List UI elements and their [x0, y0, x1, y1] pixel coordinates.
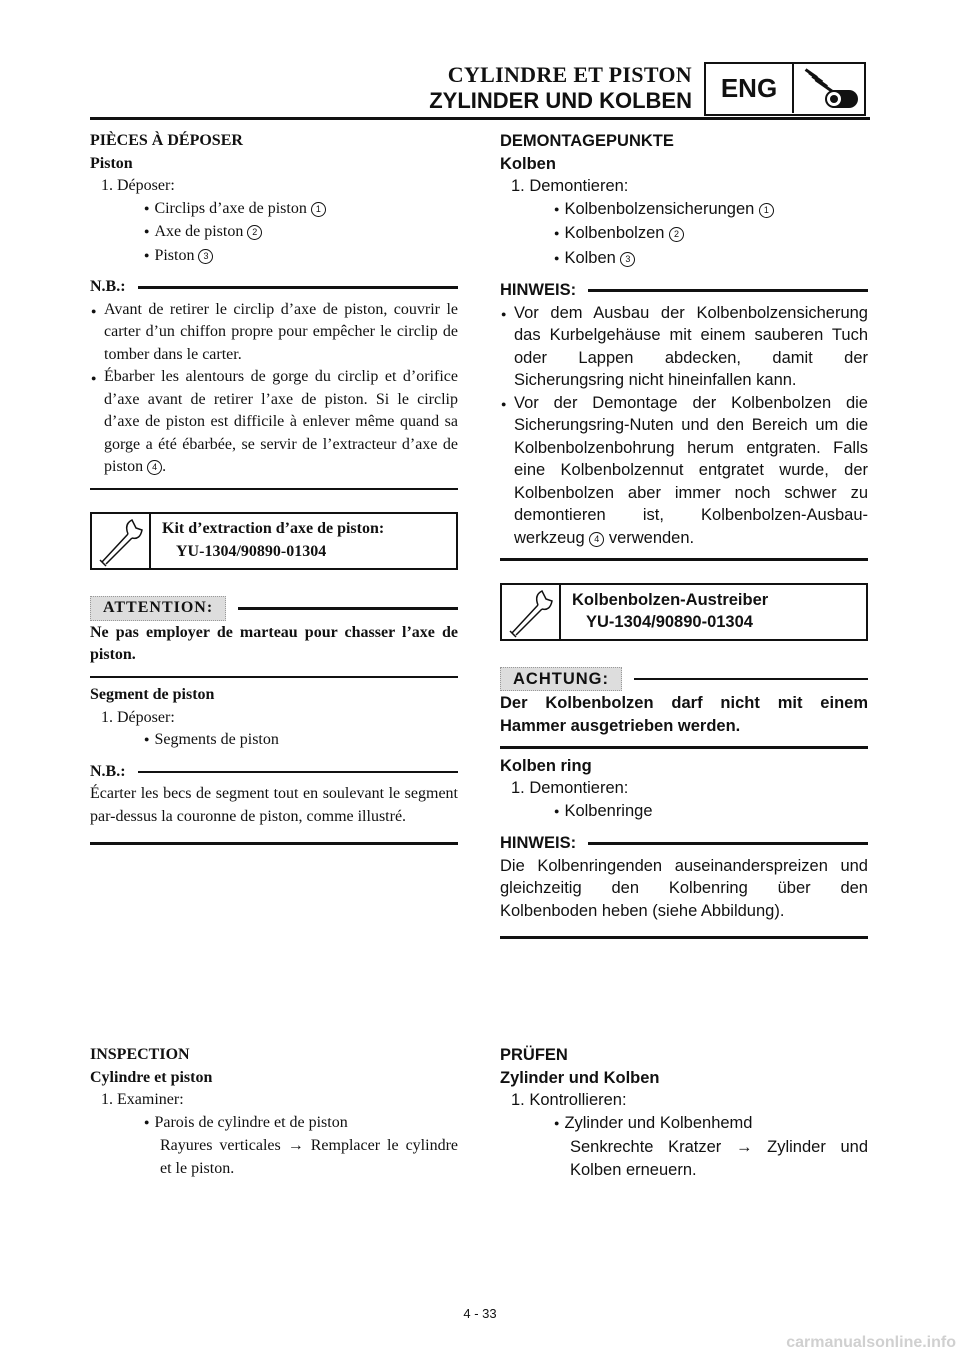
de-insp-sub: Zylinder und Kolben — [500, 1068, 660, 1087]
divider — [90, 842, 458, 845]
list-item: ● Kolben 3 — [500, 247, 868, 272]
list-item: ● Parois de cylindre et de piston — [90, 1112, 458, 1136]
engine-wrench-icon — [796, 66, 864, 112]
ref-number: 1 — [311, 202, 326, 217]
de-caution-text: Der Kolbenbolzen darf nicht mit einem Hammer ausgetrieben werden. — [500, 694, 868, 735]
arrow-icon: → — [287, 1137, 304, 1154]
list-item: ● Circlips d’axe de piston 1 — [90, 198, 458, 222]
divider — [500, 558, 868, 561]
de-step-remove: 1. Demontieren: — [511, 177, 629, 195]
fr-insp-action: Rayures verticales → Remplacer le cylindre et le piston. — [160, 1137, 458, 1177]
ref-number: 3 — [198, 249, 213, 264]
list-item: ● Kolbenbolzen 2 — [500, 222, 868, 247]
fr-note2-header: N.B.: — [90, 761, 458, 784]
tool-code: YU-1304/90890-01304 — [176, 542, 327, 560]
de-note-header: HINWEIS: — [500, 279, 868, 302]
title-de: ZYLINDER UND KOLBEN — [429, 88, 692, 113]
tool-icon-cell — [502, 585, 561, 639]
caution-badge: ATTENTION: — [90, 596, 226, 621]
list-item: ● Segments de piston — [90, 729, 458, 753]
de-note2-text: Die Kolbenringenden auseinanderspreizen und gleichzeitig den Kolbenring über den Kolbenboden heben (siehe Abbildung). — [500, 856, 868, 920]
fr-insp-sub: Cylindre et piston — [90, 1068, 213, 1086]
fr-inspection — [90, 1044, 458, 1180]
fr-note-header: N.B.: — [90, 276, 458, 299]
list-item: ● Kolbenbolzensicherungen 1 — [500, 198, 868, 223]
french-column — [90, 130, 458, 851]
tool-icon-cell — [92, 514, 151, 568]
section-badge — [704, 62, 866, 116]
list-item: ● Kolbenringe — [500, 800, 868, 825]
list-item: ● Axe de piston 2 — [90, 221, 458, 245]
arrow-icon: → — [735, 1138, 753, 1156]
tool-name: Kolbenbolzen-Austreiber — [572, 590, 769, 609]
watermark: carmanualsonline.info — [786, 1334, 956, 1351]
title-fr: CYLINDRE ET PISTON — [447, 62, 692, 87]
fr-note-list — [90, 299, 458, 479]
note-bullet: ● Vor dem Ausbau der Kolbenbolzensicherung das Kurbelgehäuse mit einem sauberen Tuch oder Lappen abdecken, damit der Sicherungsring nicht hineinfallen kann. — [500, 302, 868, 392]
divider — [500, 746, 868, 749]
page-number: 4 - 33 — [463, 1306, 497, 1321]
special-tool-box — [90, 512, 458, 570]
fr-sub-piston: Piston — [90, 154, 133, 172]
note-bullet: ● Avant de retirer le circlip d’axe de piston, couvrir le carter d’un chiffon propre pour empêcher le circlip de tomber dans le carter. — [90, 299, 458, 367]
fr-heading: PIÈCES À DÉPOSER — [90, 132, 243, 149]
de-insp-action: Senkrechte Kratzer → Zylinder und Kolben erneuern. — [570, 1138, 868, 1179]
ref-number: 4 — [589, 532, 604, 547]
ref-number: 4 — [147, 460, 162, 475]
ref-number: 3 — [620, 252, 635, 267]
caution-badge: ACHTUNG: — [500, 667, 622, 692]
de-note-list — [500, 302, 868, 550]
tool-icon — [502, 585, 559, 639]
divider — [500, 936, 868, 939]
list-item: ● Piston 3 — [90, 245, 458, 269]
fr-step-remove: 1. Déposer: — [101, 177, 175, 194]
ref-number: 2 — [669, 227, 684, 242]
divider — [90, 676, 458, 679]
note-bullet: ● Ébarber les alentours de gorge du circlip et d’orifice d’axe avant de retirer l’axe de piston. Si le circlip d’axe de piston est difficile à enlever même quand sa gorge a été ébarbée, se servir de l’extracteur d’axe de piston 4 . — [90, 366, 458, 479]
tool-code: YU-1304/90890-01304 — [586, 613, 753, 631]
de-sub-ring: Kolben ring — [500, 756, 592, 775]
tool-name: Kit d’extraction d’axe de piston: — [162, 520, 385, 537]
fr-note2-text: Écarter les becs de segment tout en soulevant le segment par-dessus la couronne de piston, comme illustré. — [90, 785, 458, 825]
fr-caution-text: Ne pas employer de marteau pour chasser l’axe de piston. — [90, 623, 458, 663]
de-inspection — [500, 1044, 868, 1181]
special-tool-box — [500, 583, 868, 641]
ref-number: 2 — [247, 225, 262, 240]
list-item: ● Zylinder und Kolbenhemd — [500, 1112, 868, 1137]
header-rule — [90, 117, 870, 120]
de-insp-step: 1. Kontrollieren: — [511, 1091, 627, 1109]
de-sub-kolben: Kolben — [500, 154, 556, 173]
de-note2-header: HINWEIS: — [500, 832, 868, 855]
de-caution-header — [500, 667, 868, 692]
note-bullet: ● Vor der Demontage der Kolbenbolzen die Sicherungsring-Nuten und den Bereich um die Kolbenbolzenbohrung herum entgraten. Falls eine Kolbenbolzennut entgratet wurde, der Kolbenbolzen aber immer noch schwer zu demontieren ist, Kolbenbolzen-Ausbau-werkzeug 4 verwenden. — [500, 392, 868, 550]
tool-text — [572, 589, 768, 634]
fr-insp-heading: INSPECTION — [90, 1046, 190, 1063]
tool-text — [162, 518, 384, 563]
ref-number: 1 — [759, 203, 774, 218]
de-heading: DEMONTAGEPUNKTE — [500, 132, 674, 150]
german-column — [500, 130, 868, 945]
fr-sub-ring: Segment de piston — [90, 686, 215, 703]
tool-icon — [92, 514, 149, 568]
de-step-remove-2: 1. Demontieren: — [511, 779, 629, 797]
de-insp-heading: PRÜFEN — [500, 1046, 568, 1064]
fr-caution-header — [90, 596, 458, 621]
section-badge-label: ENG — [706, 64, 794, 113]
fr-step-remove-2: 1. Déposer: — [101, 708, 175, 726]
divider — [90, 488, 458, 491]
fr-insp-step: 1. Examiner: — [101, 1091, 184, 1108]
